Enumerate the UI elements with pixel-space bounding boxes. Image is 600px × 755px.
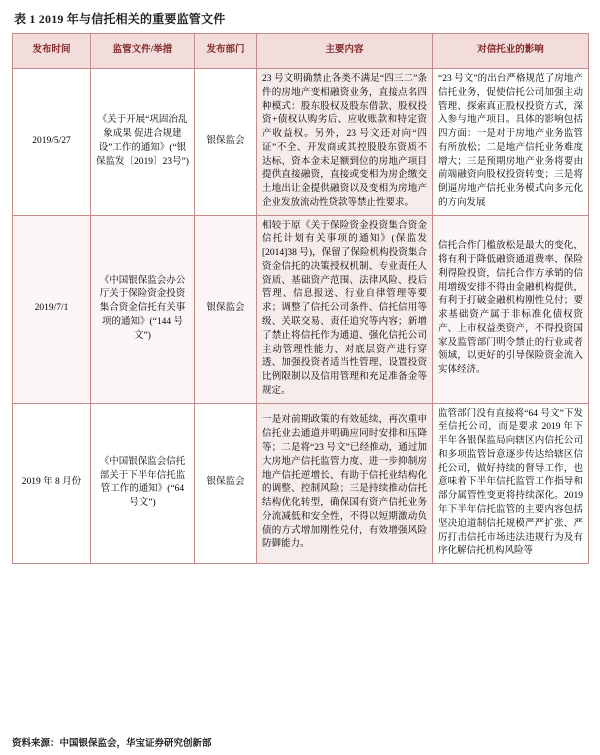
cell-document: 《关于开展“巩固治乱象成果 促进合规建设”工作的通知》(“银保监发〔2019〕23号”)	[91, 69, 195, 216]
column-header-department: 发布部门	[195, 34, 257, 69]
cell-date: 2019/7/1	[13, 215, 91, 403]
cell-main-content: 一是对前期政策的有效延续，再次重申信托业去通道并明确应同时安排和压降等；二是将“23 号文”已经推动，通过加大房地产信托监管力度、进一步抑制房地产信托逆增长、有助于信托业结构化的调整、控制风险；三是持续推动信托结构优化转型，确保国有资产信托业务分流减低和安全性，不得以短期激动负债的方式增加刚性兑付，有效增强风险防御能力。	[257, 403, 433, 563]
cell-department: 银保监会	[195, 403, 257, 563]
table-row	[13, 403, 589, 563]
cell-date: 2019/5/27	[13, 69, 91, 216]
column-header-impact: 对信托业的影响	[433, 34, 589, 69]
source-note: 资料来源：中国银保监会，华宝证券研究创新部	[12, 739, 212, 749]
cell-department: 银保监会	[195, 69, 257, 216]
table-header-row	[13, 34, 589, 69]
cell-main-content: 相较于原《关于保险资金投资集合资金信托计划有关事项的通知》(保监发[2014]38 号)，保留了保险机构投资集合资金信托的决策授权机制、专业责任人资质、基础资产范围、法律风险、投后管理、信息报送、行业自律管理等要求；调整了信托公司条件、信托信用等级、关联交易、责任追究等内容；新增了禁止将信托作为通道、强化信托公司主动管理性能力、对底层资产进行穿透、加强投资者适当性管理、设置投资比例限制以及信用管理和充足准备金等规定。	[257, 215, 433, 403]
table-row	[13, 69, 589, 216]
cell-document: 《中国银保监会信托部关于下半年信托监管工作的通知》(“64 号文”)	[91, 403, 195, 563]
cell-main-content: 23 号文明确禁止各类不满足“四三二”条件的房地产变相融资业务，直接点名四种模式：股东股权及股东借款、股权投资+债权认购劣后、应收账款和特定资产收益权。另外，23 号文还对向“四证”不全、开发商或其控股股东资质不达标、资本金未足额到位的房地产项目提供直接融资，直接或变相为房企缴交土地出让金提供融资以及变相为房地产企业发放流动性贷款等禁止性要求。	[257, 69, 433, 216]
cell-document: 《中国银保监会办公厅关于保险资金投资集合资金信托有关事项的通知》(“144 号文”)	[91, 215, 195, 403]
cell-impact: 信托合作门槛放松是最大的变化，将有利于降低融资通道费率、保险利得险投资，信托合作方承销的信用增级安排不得由金融机构提供，有利于打破金融机构刚性兑付；要求基础资产属于非标准化债权资产、上市权益类资产，不得投资国家及监管部门明令禁止的行业或者领域，以更好的引导保险资金流入实体经济。	[433, 215, 589, 403]
regulation-table	[12, 33, 589, 564]
column-header-date: 发布时间	[13, 34, 91, 69]
cell-department: 银保监会	[195, 215, 257, 403]
cell-impact: “23 号文”的出台严格规范了房地产信托业务，促使信托公司加强主动管理、探索真正股权投资方式，深入参与地产项目。具体的影响包括四方面：一是对于房地产业务监管有所放松；二是地产信托业务难度增大；三是预期房地产业务将要由前端融资向股权投资转变；三是将倒逼房地产信托业务模式向多元化的方向发展	[433, 69, 589, 216]
column-header-document: 监管文件/举措	[91, 34, 195, 69]
table-caption: 表 1 2019 年与信托相关的重要监管文件	[14, 12, 226, 26]
table-row	[13, 215, 589, 403]
table-body	[13, 69, 589, 564]
table-header	[13, 34, 589, 69]
column-header-main-content: 主要内容	[257, 34, 433, 69]
cell-date: 2019 年 8 月份	[13, 403, 91, 563]
cell-impact: 监管部门没有直接将“64 号文”下发至信托公司，而是要求 2019 年下半年各银保监局向辖区内信托公司和多项监管旨意逐步传达给辖区信托公司，做好持续的督导工作，也意味着下半年信托监管工作指导和部分属管性变更将持续深化。2019 年下半年信托监管的主要内容包括坚决迫道制信托规模严严扩张、严厉打击信托市场违法违规行为及有序化解信托机构风险等	[433, 403, 589, 563]
